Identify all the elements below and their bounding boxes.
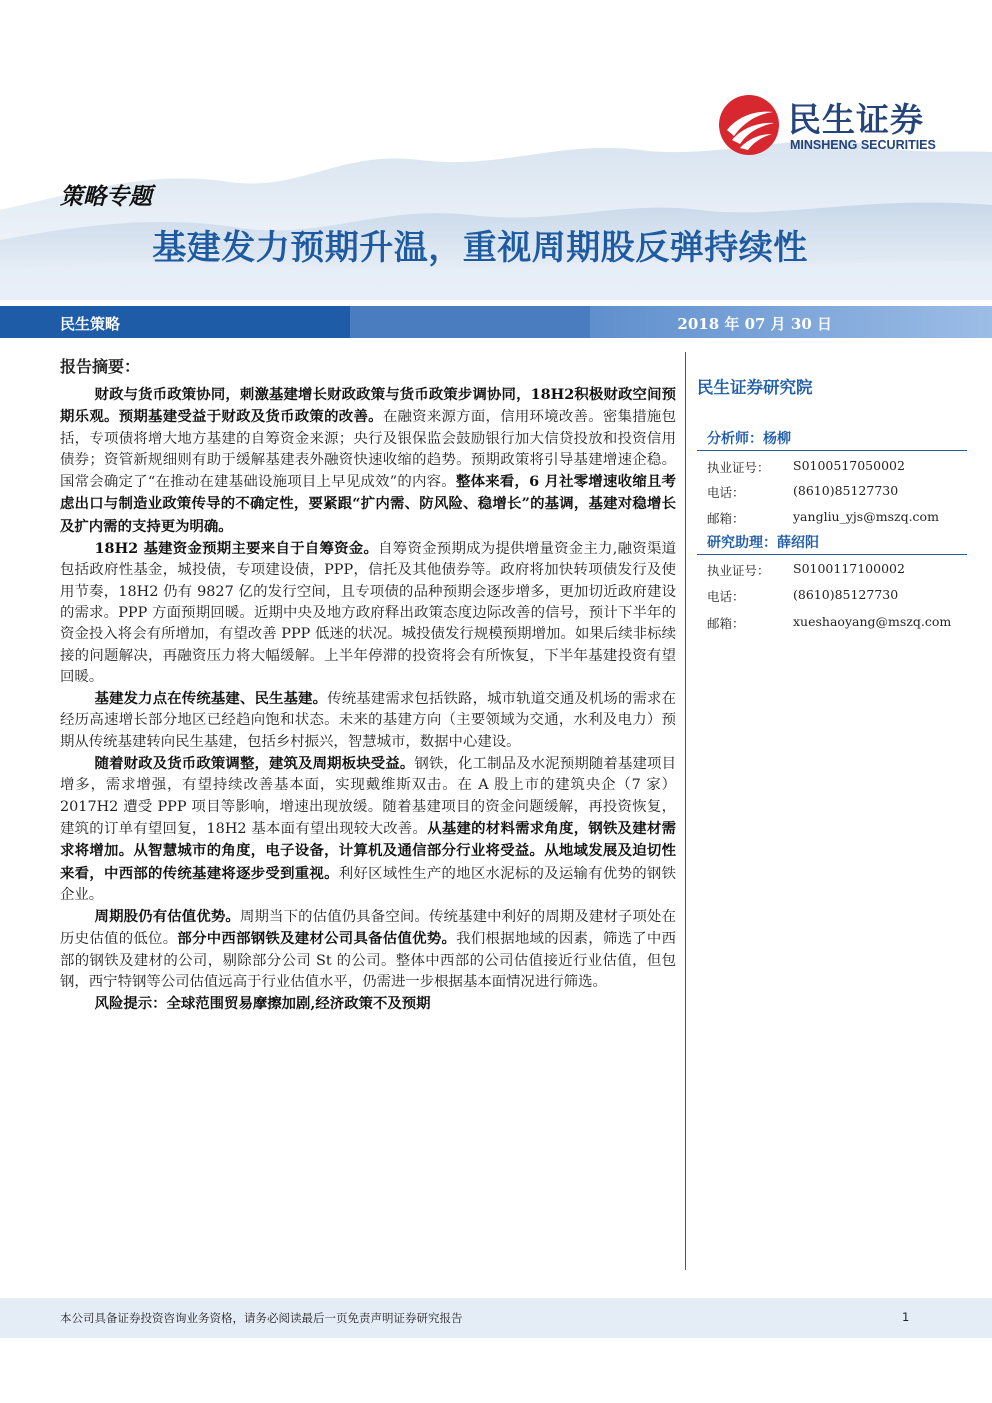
institute-name: 民生证券研究院 <box>697 378 813 397</box>
page-footer <box>0 1298 992 1338</box>
emphasis-text: 风险提示：全球范围贸易摩擦加剧,经济政策不及预期 <box>94 995 431 1013</box>
row-label: 电话： <box>707 589 745 604</box>
footer-disclaimer: 本公司具备证券投资咨询业务资格，请务必阅读最后一页免责声明证券研究报告 <box>60 1311 463 1325</box>
report-date: 2018 年 07 月 30 日 <box>677 315 832 333</box>
brand-logo <box>718 94 950 158</box>
summary-paragraph <box>60 906 676 993</box>
row-label: 邮箱： <box>707 616 745 631</box>
summary-body <box>60 384 676 1016</box>
brand-name-en: MINSHENG SECURITIES <box>790 138 936 152</box>
assistant-heading <box>697 530 967 555</box>
summary-paragraph <box>60 993 676 1015</box>
row-label: 邮箱： <box>707 511 745 526</box>
band-section-label: 民生策略 <box>60 315 121 333</box>
body-text: 周期当下的估值仍具备空间。传统基建中利好的周期及建材子项处在历史估值的低位。 <box>60 909 676 948</box>
summary-paragraph <box>60 538 676 688</box>
body-text: 钢铁，化工制品及水泥预期随着基建项目增多，需求增强，有望持续改善基本面，实现戴维斯双击。在 A 股上市的建筑央企（7 家）2017H2 遭受 PPP 项目等影响，增速出现放缓。随着基建项目的资金问题缓解，再投资恢复，建筑的订单有望回复，18H2 基本面有望出现较大改善。 <box>60 756 676 837</box>
summary-paragraph <box>60 753 676 906</box>
emphasis-text: 整体来看，6 月社零增速收缩且考虑出口与制造业政策传导的不确定性，要紧跟“扩内需、防风险、稳增长”的基调，基建对稳增长及扩内需的支持更为明确。 <box>60 473 677 535</box>
analyst-email-link[interactable]: yangliu_yjs@mszq.com <box>793 509 939 524</box>
emphasis-text: 财政与货币政策协同，刺激基建增长财政政策与货币政策步调协同，18H2积极财政空间预期乐观。预期基建受益于财政及货币政策的改善。 <box>60 386 676 426</box>
emphasis-text: 18H2 基建资金预期主要来自于自筹资金。 <box>94 540 379 558</box>
row-value: S0100517050002 <box>793 458 905 473</box>
emphasis-text: 周期股仍有估值优势。 <box>94 908 240 926</box>
body-text: 传统基建需求包括铁路，城市轨道交通及机场的需求在经历高速增长部分地区已经趋向饱和状态。未来的基建方向（主要领域为交通，水利及电力）预期从传统基建转向民生基建，包括乡村振兴，智慧城市，数据中心建设。 <box>60 691 676 750</box>
body-text: 在融资来源方面，信用环境改善。密集措施包括，专项债将增大地方基建的自筹资金来源；央行及银保监会鼓励银行加大信贷投放和投资信用债券；资管新规细则有助于缓解基建表外融资快速收缩的趋势。预期政策将引导基建增速企稳。国常会确定了“在推动在建基础设施项目上早见成效”的内容。 <box>60 409 676 491</box>
assistant-email-link[interactable]: xueshaoyang@mszq.com <box>793 614 952 629</box>
assistant-role-label: 研究助理：薛绍阳 <box>707 535 819 551</box>
brand-name-cn: 民生证券 <box>788 100 924 139</box>
report-title: 基建发力预期升温，重视周期股反弹持续性 <box>152 228 808 268</box>
row-value: S0100117100002 <box>793 561 905 576</box>
minsheng-logo-icon <box>718 94 780 156</box>
summary-heading: 报告摘要： <box>60 357 141 376</box>
row-value: (8610)85127730 <box>793 587 899 602</box>
body-text: 利好区域性生产的地区水泥标的及运输有优势的钢铁企业。 <box>60 865 676 903</box>
column-divider <box>685 352 686 1270</box>
header-band <box>0 306 992 338</box>
row-label: 电话： <box>707 485 745 500</box>
page-number: 1 <box>902 1310 910 1324</box>
report-category: 策略专题 <box>60 183 152 210</box>
row-label: 执业证号： <box>707 460 770 475</box>
row-label: 执业证号： <box>707 563 770 578</box>
summary-paragraph <box>60 384 676 538</box>
emphasis-text: 部分中西部钢铁及建材公司具备估值优势。 <box>177 930 457 948</box>
emphasis-text: 从基建的材料需求角度，钢铁及建材需求将增加。从智慧城市的角度，电子设备，计算机及通信部分行业将受益。从地域发展及迫切性来看，中西部的传统基建将逐步受到重视。 <box>60 819 676 882</box>
analyst-heading <box>697 426 967 451</box>
analyst-role-label: 分析师：杨柳 <box>707 431 791 447</box>
emphasis-text: 基建发力点在传统基建、民生基建。 <box>94 690 328 708</box>
emphasis-text: 随着财政及货币政策调整，建筑及周期板块受益。 <box>94 755 415 773</box>
body-text: 自筹资金预期成为提供增量资金主力,融资渠道包括政府性基金，城投债，专项建设债，PPP，信托及其他债券等。政府将加快转项债发行及使用节奏，18H2 仍有 9827 亿的发行空间，且专项债的品种预期会逐步增多，更加切近政府建设的需求。PPP 方面预期回暖。近期中央及地方政府释出政策态度边际改善的信号，预计下半年的资金投入将会有所增加，有望改善 PPP 低迷的状况。城投债发行规模预期增加。如果后续非标续接的问题解决，再融资压力将大幅缓解。上半年停滞的投资将会有所恢复，下半年基建投资有望回暖。 <box>60 541 677 685</box>
body-text: 我们根据地域的因素，筛选了中西部的钢铁及建材的公司，剔除部分公司 St 的公司。整体中西部的公司估值接近行业估值，但包钢，西宁特钢等公司估值远高于行业估值水平，仍需进一步根据基本面情况进行筛选。 <box>60 931 676 991</box>
summary-paragraph <box>60 688 676 753</box>
row-value: (8610)85127730 <box>793 483 899 498</box>
